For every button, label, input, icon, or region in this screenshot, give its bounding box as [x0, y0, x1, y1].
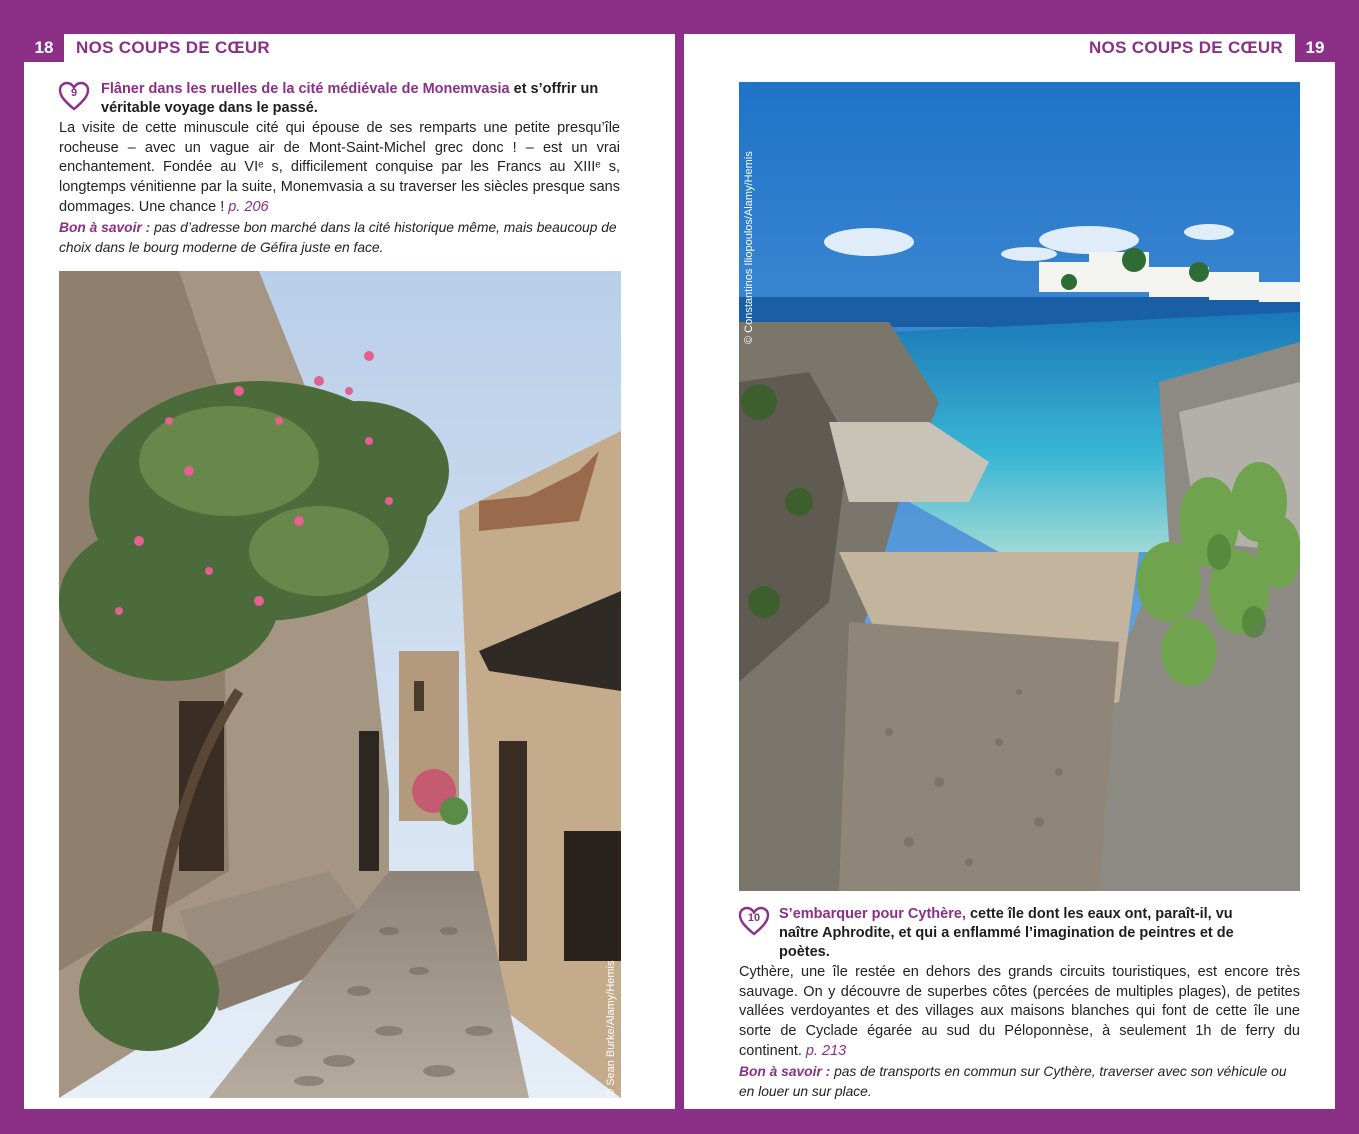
tip-label: Bon à savoir : [59, 220, 151, 235]
entry-lead-rest: et s’offrir un véritable voyage dans le passé. [101, 81, 599, 116]
left-page-header [24, 34, 270, 62]
tip-note [59, 218, 625, 257]
tip-label: Bon à savoir : [739, 1064, 831, 1079]
entry-lead-rest: cette île dont les eaux ont, paraît-il, vu naître Aphrodite, et qui a enflammé l’imagination de peintres et de poètes. [779, 906, 1234, 960]
section-title: NOS COUPS DE CŒUR [1088, 38, 1283, 57]
entry-lead [101, 80, 641, 118]
entry-body-text: Cythère, une île restée en dehors des grands circuits touristiques, est encore très sauvage. On y découvre de superbes côtes (percées de multiples plages), de petites vallées verdoyantes et des villages aux maisons blanches qui font de cette île une sorte de Cyclade égarée au sud du Péloponnèse, à seulement 1h de ferry du continent. [739, 964, 1300, 1059]
heart-number-badge [737, 905, 771, 937]
entry-lead-highlight: S’embarquer pour Cythère, [779, 906, 966, 922]
tip-text: pas d’adresse bon marché dans la cité historique même, mais beaucoup de choix dans le bourg moderne de Géfira juste en face. [59, 220, 617, 255]
monemvasia-street-photo [59, 271, 621, 1098]
right-page [684, 34, 1335, 1109]
entry-body-text: La visite de cette minuscule cité qui épouse de ses remparts une petite presqu’île rocheuse – avec un vague air de Mont-Saint-Michel grec donc ! – est un vrai enchantement. Fondée au VIᵉ s, difficilement conquise par les Francs au XIIIᵉ s, longtemps vénitienne par la suite, Monemvasia a su traverser les siècles presque sans dommages. Une chance ! [59, 120, 620, 215]
page-number: 19 [1295, 34, 1335, 62]
page-reference-link[interactable]: p. 213 [805, 1042, 847, 1059]
page-reference-link[interactable]: p. 206 [228, 198, 269, 215]
entry-number: 9 [70, 87, 78, 99]
entry-body [59, 119, 620, 218]
tip-note [739, 1062, 1300, 1101]
photo-credit: © Sean Burke/Alamy/Hemis [605, 960, 617, 1097]
entry-body [739, 963, 1300, 1062]
entry-lead [779, 905, 1249, 962]
cythera-cove-photo [739, 82, 1300, 891]
tip-text: pas de transports en commun sur Cythère, traverser avec son véhicule ou en louer un sur place. [739, 1064, 1287, 1099]
entry-lead-highlight: Flâner dans les ruelles de la cité médiévale de Monemvasia [101, 81, 510, 97]
page-number: 18 [24, 34, 64, 62]
heart-number-badge [57, 80, 91, 112]
photo-credit: © Constantinos Iliopoulos/Alamy/Hemis [743, 151, 755, 344]
entry-number: 10 [747, 912, 761, 924]
section-title: NOS COUPS DE CŒUR [76, 38, 271, 57]
left-page [24, 34, 675, 1109]
right-page-header [1089, 34, 1335, 62]
